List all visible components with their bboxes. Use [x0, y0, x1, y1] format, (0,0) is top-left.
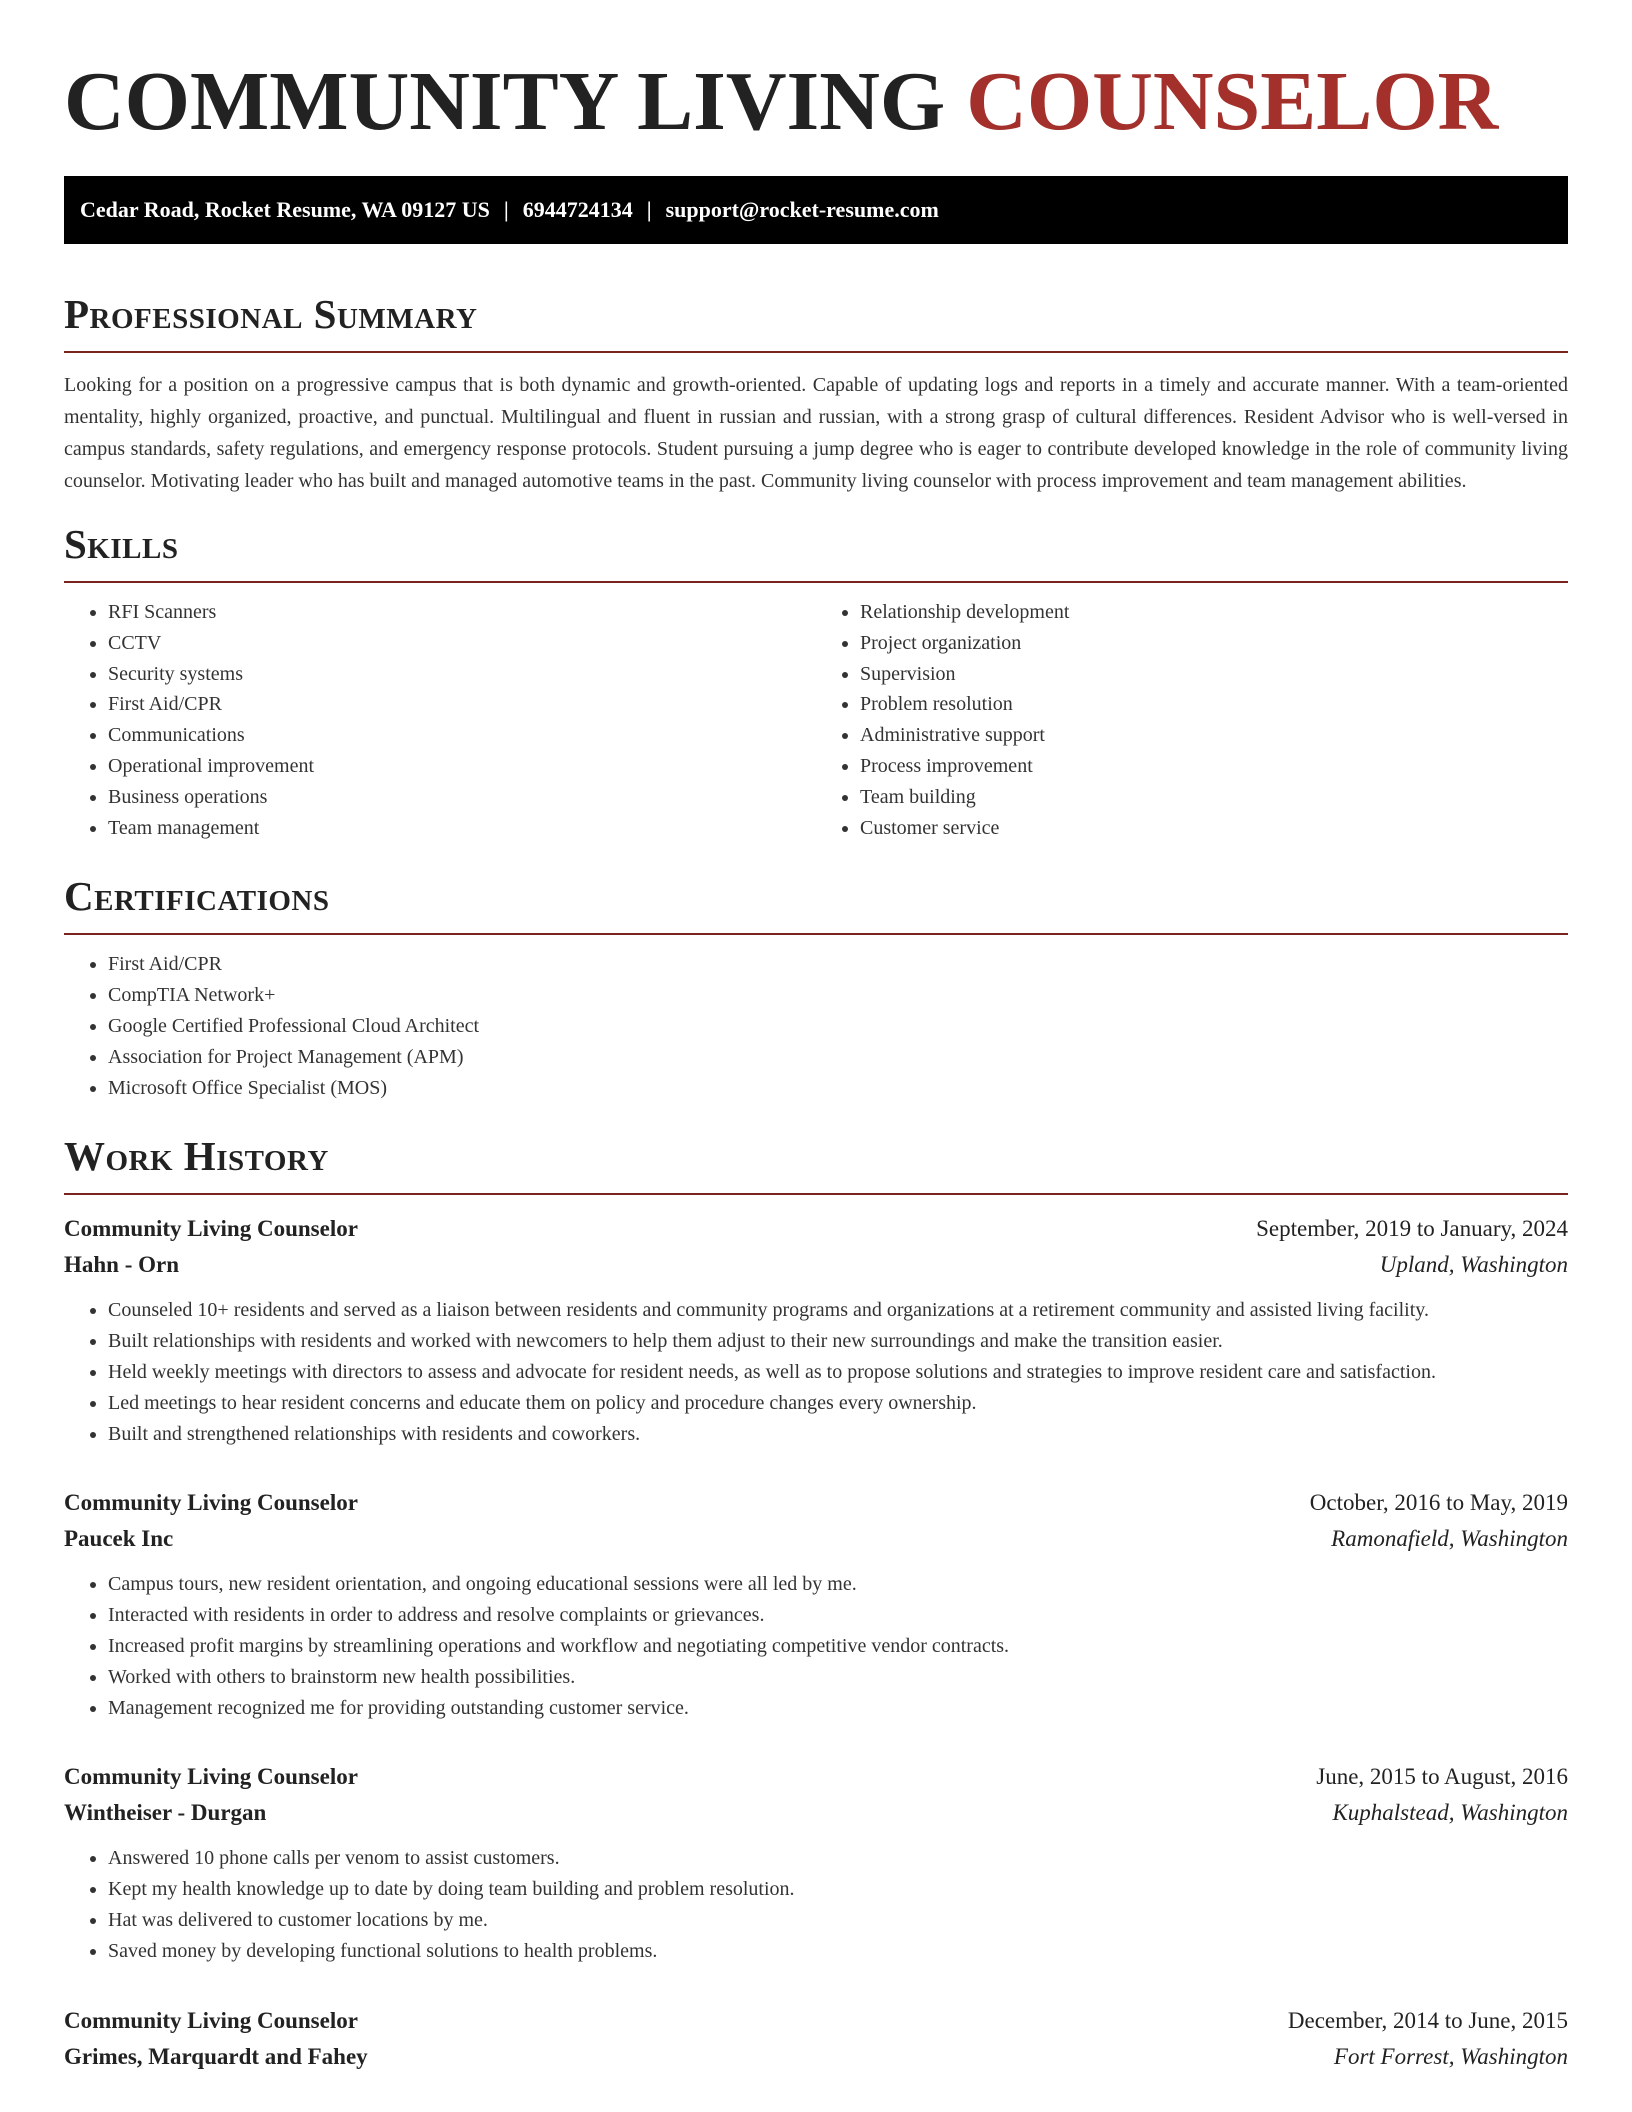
certification-item: • CompTIA Network+ [108, 980, 1568, 1011]
skill-item: • Security systems [108, 659, 816, 690]
job-entry [64, 1759, 1568, 1966]
job-bullet: • Interacted with residents in order to address and resolve complaints or grievances. [108, 1600, 1568, 1631]
certification-item: • Microsoft Office Specialist (MOS) [108, 1073, 1568, 1104]
skill-item: • First Aid/CPR [108, 689, 816, 720]
job-bullet: • Kept my health knowledge up to date by doing team building and problem resolution. [108, 1874, 1568, 1905]
job-company-row [64, 1795, 1568, 1831]
job-bullet: • Worked with others to brainstorm new health possibilities. [108, 1662, 1568, 1693]
job-location: Upland, Washington [1379, 1252, 1568, 1278]
skill-item: • Process improvement [860, 751, 1568, 782]
skills-list-left [64, 597, 816, 843]
job-bullet: • Built and strengthened relationships with residents and coworkers. [108, 1419, 1568, 1450]
skill-item: • Operational improvement [108, 751, 816, 782]
job-company: Wintheiser - Durgan [64, 1800, 267, 1826]
skill-item: • Team building [860, 782, 1568, 813]
job-bullet: • Held weekly meetings with directors to assess and advocate for resident needs, as well as to propose solutions and strategies to improve resident care and satisfaction. [108, 1357, 1568, 1388]
section-title-work-history: Work History [64, 1133, 329, 1180]
skill-item: • Business operations [108, 782, 816, 813]
skill-item: • Problem resolution [860, 689, 1568, 720]
job-bullets [64, 1843, 1568, 1966]
job-header-row [64, 1211, 1568, 1247]
skill-item: • Relationship development [860, 597, 1568, 628]
section-title-certifications: Certifications [64, 873, 330, 920]
job-entry [64, 1485, 1568, 1723]
job-bullet: • Management recognized me for providing outstanding customer service. [108, 1693, 1568, 1724]
job-bullet: • Hat was delivered to customer locations by me. [108, 1905, 1568, 1936]
job-company-row [64, 2039, 1568, 2075]
section-divider [64, 351, 1568, 353]
contact-separator: | [646, 197, 652, 222]
job-bullet: • Campus tours, new resident orientation, and ongoing educational sessions were all led by me. [108, 1569, 1568, 1600]
job-bullet: • Led meetings to hear resident concerns and educate them on policy and procedure changes every ownership. [108, 1388, 1568, 1419]
job-company: Grimes, Marquardt and Fahey [64, 2043, 368, 2069]
job-title: Community Living Counselor [64, 1216, 358, 1242]
job-entry [64, 1211, 1568, 1449]
certifications-section [64, 871, 1568, 1103]
job-dates: December, 2014 to June, 2015 [1287, 2007, 1568, 2033]
contact-email: support@rocket-resume.com [665, 197, 939, 222]
skill-item: • CCTV [108, 628, 816, 659]
job-title: Community Living Counselor [64, 2007, 358, 2033]
job-location: Fort Forrest, Washington [1333, 2043, 1568, 2069]
job-dates: June, 2015 to August, 2016 [1316, 1764, 1568, 1790]
job-bullet: • Increased profit margins by streamlining operations and workflow and negotiating competitive vendor contracts. [108, 1631, 1568, 1662]
job-header-row [64, 1485, 1568, 1521]
work-history-section [64, 1131, 1568, 2074]
job-company-row [64, 1247, 1568, 1283]
certification-item: • Google Certified Professional Cloud Architect [108, 1011, 1568, 1042]
certifications-list [64, 949, 1568, 1103]
job-bullet: • Built relationships with residents and worked with newcomers to help them adjust to their new surroundings and make the transition easier. [108, 1326, 1568, 1357]
job-title: Community Living Counselor [64, 1764, 358, 1790]
summary-text: Looking for a position on a progressive campus that is both dynamic and growth-oriented. Capable of updating logs and reports in a timely and accurate manner. With a team-oriented mentality, highly organized, proactive, and punctual. Multilingual and fluent in russian and russian, with a strong grasp of cultural differences. Resident Advisor who is well-versed in campus standards, safety regulations, and emergency response protocols. Student pursuing a jump degree who is eager to contribute developed knowledge in the role of community living counselor. Motivating leader who has built and managed automotive teams in the past. Community living counselor with process improvement and team management abilities. [64, 374, 1568, 492]
certification-item: • First Aid/CPR [108, 949, 1568, 980]
skill-item: • Communications [108, 720, 816, 751]
summary-section [64, 289, 1568, 497]
skills-list-right [816, 597, 1568, 843]
section-title-summary: Professional Summary [64, 291, 478, 337]
job-company-row [64, 1521, 1568, 1557]
skill-item: • RFI Scanners [108, 597, 816, 628]
skills-section [64, 519, 1568, 843]
job-bullets [64, 1295, 1568, 1449]
skill-item: • Customer service [860, 813, 1568, 844]
job-title: Community Living Counselor [64, 1490, 358, 1516]
section-title-skills: Skills [64, 521, 179, 567]
skill-item: • Project organization [860, 628, 1568, 659]
job-dates: September, 2019 to January, 2024 [1256, 1216, 1568, 1242]
name-accent: COUNSELOR [966, 55, 1499, 148]
job-location: Ramonafield, Washington [1331, 1526, 1568, 1552]
job-bullet: • Answered 10 phone calls per venom to assist customers. [108, 1843, 1568, 1874]
name-primary: COMMUNITY LIVING [64, 55, 946, 148]
job-location: Kuphalstead, Washington [1332, 1800, 1568, 1826]
contact-phone: 6944724134 [522, 197, 633, 222]
section-divider [64, 1193, 1568, 1195]
skill-item: • Administrative support [860, 720, 1568, 751]
job-bullets [64, 1569, 1568, 1723]
resume-name [64, 0, 1568, 152]
job-dates: October, 2016 to May, 2019 [1309, 1490, 1568, 1516]
job-company: Paucek Inc [64, 1526, 174, 1552]
section-divider [64, 933, 1568, 935]
job-entry [64, 2003, 1568, 2075]
skill-item: • Supervision [860, 659, 1568, 690]
job-header-row [64, 2003, 1568, 2039]
job-bullet: • Saved money by developing functional solutions to health problems. [108, 1936, 1568, 1967]
contact-address: Cedar Road, Rocket Resume, WA 09127 US [80, 197, 490, 222]
skills-columns [64, 583, 1568, 843]
job-bullet: • Counseled 10+ residents and served as a liaison between residents and community programs and organizations at a retirement community and assisted living facility. [108, 1295, 1568, 1326]
certification-item: • Association for Project Management (APM) [108, 1042, 1568, 1073]
skill-item: • Team management [108, 813, 816, 844]
job-company: Hahn - Orn [64, 1252, 180, 1278]
contact-bar [64, 176, 1568, 244]
job-header-row [64, 1759, 1568, 1795]
contact-separator: | [503, 197, 509, 222]
